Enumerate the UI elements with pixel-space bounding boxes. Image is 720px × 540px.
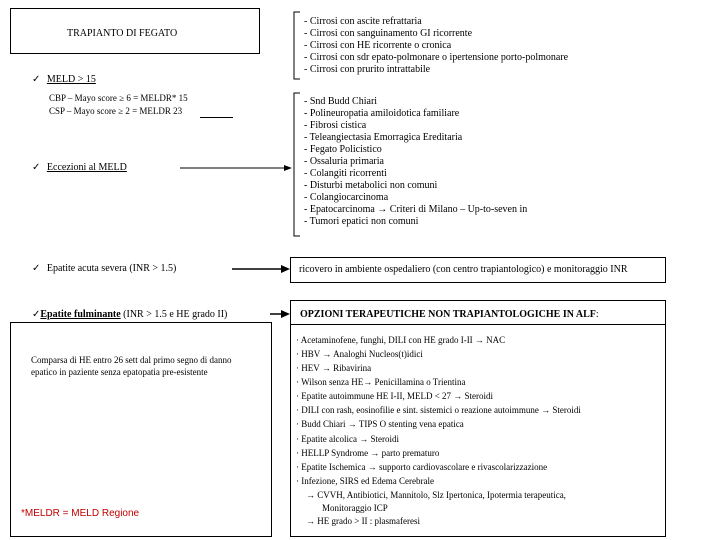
option-item: · HELLP Syndrome → parto prematuro [296, 448, 440, 458]
exceptions-label: Eccezioni al MELD [46, 162, 127, 173]
option-item: · HEV → Ribavirina [296, 363, 372, 373]
acute-hepatitis-label: Epatite acuta severa (INR > 1.5) [46, 263, 177, 274]
option-item: · HBV → Analoghi Nucleos(t)idici [296, 349, 423, 359]
option-item: · Epatite alcolica → Steroidi [296, 434, 399, 444]
list-item: - Cirrosi con prurito intrattabile [304, 64, 431, 75]
option-item: · Epatite Ischemica → supporto cardiovascolare e rivascolarizzazione [296, 462, 548, 472]
list-item: - Colangiocarcinoma [304, 192, 389, 203]
fulminant-label: Epatite fulminante [40, 309, 121, 320]
option-item: → CVVH, Antibiotici, Mannitolo, Slz Ipertonica, Ipotermia terapeutica, [306, 490, 566, 500]
arrow-fulminant-head [281, 310, 290, 318]
list-item: - Fibrosi cistica [304, 120, 367, 131]
bracket-exceptions [294, 93, 300, 236]
acute-result-text: ricovero in ambiente ospedaliero (con centro trapiantologico) e monitoraggio INR [299, 264, 628, 275]
csp-rule: CSP – Mayo score ≥ 2 = MELDR 23 [49, 106, 183, 116]
meld-label: MELD > 15 [46, 74, 96, 85]
bracket-top [294, 12, 300, 79]
option-item: Monitoraggio ICP [322, 503, 388, 513]
check-icon: ✓ [32, 74, 41, 85]
list-item: - Tumori epatici non comuni [304, 216, 419, 227]
list-item: - Colangiti ricorrenti [304, 168, 387, 179]
arrow-acute-head [281, 265, 290, 273]
check-icon: ✓ [32, 162, 41, 173]
option-item: → HE grado > II : plasmaferesi [306, 516, 421, 526]
list-item: - Epatocarcinoma → Criteri di Milano – Up-to-seven in [304, 204, 528, 215]
list-item: - Cirrosi con sanguinamento GI ricorrente [304, 28, 473, 39]
list-item: - Fegato Policistico [304, 144, 382, 155]
cbp-rule: CBP – Mayo score ≥ 6 = MELDR* 15 [49, 93, 188, 103]
option-item: · DILI con rash, eosinofilie e sint. sistemici o reazione autoimmune → Steroidi [296, 405, 581, 415]
fulminant-definition-line2: epatico in paziente senza epatopatia pre-esistente [31, 367, 208, 377]
option-item: · Epatite autoimmune HE I-II, MELD < 27 → Steroidi [296, 391, 494, 401]
option-item: · Acetaminofene, funghi, DILI con HE grado I-II → NAC [296, 335, 506, 345]
list-item: - Teleangiectasia Emorragica Ereditaria [304, 132, 463, 143]
footnote: *MELDR = MELD Regione [21, 508, 140, 519]
options-title: OPZIONI TERAPEUTICHE NON TRAPIANTOLOGICHE IN ALF: [300, 309, 599, 320]
check-icon: ✓ [32, 263, 41, 274]
list-item: - Snd Budd Chiari [304, 96, 378, 107]
list-item: - Cirrosi con HE ricorrente o cronica [304, 40, 452, 51]
option-item: · Budd Chiari → TIPS O stenting vena epatica [296, 419, 464, 429]
page-title: TRAPIANTO DI FEGATO [67, 28, 178, 39]
list-item: - Disturbi metabolici non comuni [304, 180, 438, 191]
list-item: - Cirrosi con ascite refrattaria [304, 16, 422, 27]
fulminant-criteria: (INR > 1.5 e HE grado II) [120, 309, 228, 320]
option-item: · Infezione, SIRS ed Edema Cerebrale [296, 476, 434, 486]
list-item: - Polineuropatia amiloidotica familiare [304, 108, 460, 119]
list-item: - Ossaluria primaria [304, 156, 384, 167]
list-item: - Cirrosi con sdr epato-polmonare o ipertensione porto-polmonare [304, 52, 569, 63]
arrow-exceptions-head [284, 165, 292, 171]
fulminant-definition-line1: Comparsa di HE entro 26 sett dal primo segno di danno [31, 355, 232, 365]
check-icon: ✓ [32, 309, 41, 320]
option-item: · Wilson senza HE→ Penicillamina o Trientina [296, 377, 466, 387]
